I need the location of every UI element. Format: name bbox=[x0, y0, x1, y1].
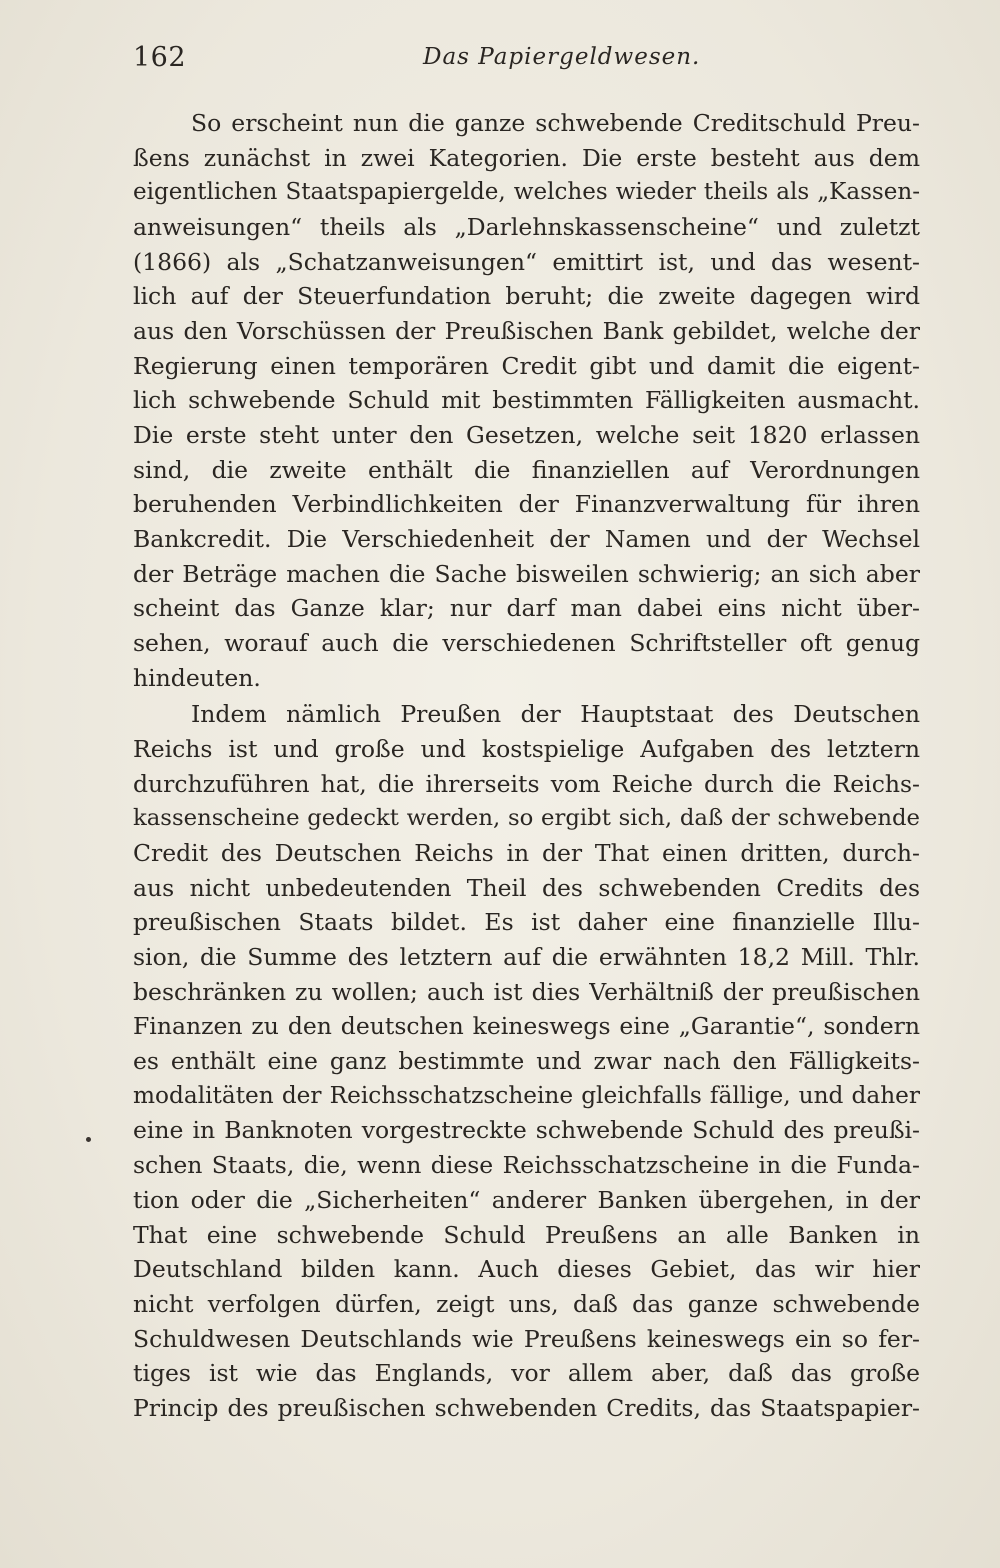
text-line: beschränken zu wollen; auch ist dies Verhältniß der preußischen bbox=[133, 977, 920, 1006]
text-line: Finanzen zu den deutschen keineswegs eine „Garantie“, sondern bbox=[133, 1012, 920, 1041]
text-line: So erscheint nun die ganze schwebende Creditschuld Preu- bbox=[191, 109, 920, 137]
text-line: es enthält eine ganz bestimmte und zwar nach den Fälligkeits- bbox=[133, 1047, 920, 1076]
text-line: eigentlichen Staatspapiergelde, welches wieder theils als „Kassen- bbox=[133, 179, 920, 206]
text-line: eine in Banknoten vorgestreckte schwebende Schuld des preußi- bbox=[133, 1116, 920, 1145]
text-line: lich auf der Steuerfundation beruht; die zweite dagegen wird bbox=[133, 282, 920, 311]
text-line: modalitäten der Reichsschatzscheine gleichfalls fällige, und daher bbox=[133, 1081, 920, 1109]
running-head: Das Papiergeldwesen. bbox=[423, 44, 701, 70]
text-line: tiges ist wie das Englands, vor allem aber, daß das große bbox=[133, 1359, 920, 1388]
text-line: scheint das Ganze klar; nur darf man dabei eins nicht über- bbox=[133, 594, 920, 623]
text-line: aus den Vorschüssen der Preußischen Bank gebildet, welche der bbox=[133, 317, 920, 346]
margin-dot-mark bbox=[86, 1137, 91, 1142]
text-line: preußischen Staats bildet. Es ist daher eine finanzielle Illu- bbox=[133, 908, 920, 937]
text-line: schen Staats, die, wenn diese Reichsschatzscheine in die Funda- bbox=[133, 1151, 920, 1180]
text-line: Bankcredit. Die Verschiedenheit der Namen und der Wechsel bbox=[133, 525, 920, 554]
text-line: Deutschland bilden kann. Auch dieses Gebiet, das wir hier bbox=[133, 1255, 920, 1284]
text-line: Schuldwesen Deutschlands wie Preußens keineswegs ein so fer- bbox=[133, 1324, 920, 1353]
text-line: tion oder die „Sicherheiten“ anderer Banken übergehen, in der bbox=[133, 1185, 920, 1214]
text-line: (1866) als „Schatzanweisungen“ emittirt ist, und das wesent- bbox=[133, 247, 920, 276]
page-header bbox=[133, 42, 918, 78]
text-line: der Beträge machen die Sache bisweilen schwierig; an sich aber bbox=[133, 559, 920, 588]
text-line: sehen, worauf auch die verschiedenen Schriftsteller oft genug bbox=[133, 629, 920, 658]
text-line: sion, die Summe des letztern auf die erwähnten 18,2 Mill. Thlr. bbox=[133, 943, 920, 972]
text-line: lich schwebende Schuld mit bestimmten Fälligkeiten ausmacht. bbox=[133, 386, 920, 415]
text-line: Indem nämlich Preußen der Hauptstaat des Deutschen bbox=[191, 700, 920, 729]
text-line: That eine schwebende Schuld Preußens an alle Banken in bbox=[133, 1220, 920, 1249]
text-line: Die erste steht unter den Gesetzen, welche seit 1820 erlassen bbox=[133, 421, 920, 450]
text-line: Reichs ist und große und kostspielige Aufgaben des letztern bbox=[133, 735, 920, 764]
page-number: 162 bbox=[133, 42, 187, 73]
text-line: Regierung einen temporären Credit gibt und damit die eigent- bbox=[133, 351, 920, 380]
text-line: sind, die zweite enthält die finanziellen auf Verordnungen bbox=[133, 455, 920, 484]
text-line: Princip des preußischen schwebenden Credits, das Staatspapier- bbox=[133, 1393, 920, 1422]
text-line: aus nicht unbedeutenden Theil des schwebenden Credits des bbox=[133, 873, 920, 902]
text-line: hindeuten. bbox=[133, 663, 261, 692]
text-line: ßens zunächst in zwei Kategorien. Die erste besteht aus dem bbox=[133, 143, 920, 172]
body-text bbox=[133, 106, 920, 1426]
text-line: anweisungen“ theils als „Darlehnskassenscheine“ und zuletzt bbox=[133, 213, 920, 242]
text-line: beruhenden Verbindlichkeiten der Finanzverwaltung für ihren bbox=[133, 490, 920, 519]
text-line: nicht verfolgen dürfen, zeigt uns, daß das ganze schwebende bbox=[133, 1289, 920, 1318]
text-line: durchzuführen hat, die ihrerseits vom Reiche durch die Reichs- bbox=[133, 769, 920, 798]
text-line: Credit des Deutschen Reichs in der That einen dritten, durch- bbox=[133, 839, 920, 868]
text-line: kassenscheine gedeckt werden, so ergibt sich, daß der schwebende bbox=[133, 805, 920, 832]
